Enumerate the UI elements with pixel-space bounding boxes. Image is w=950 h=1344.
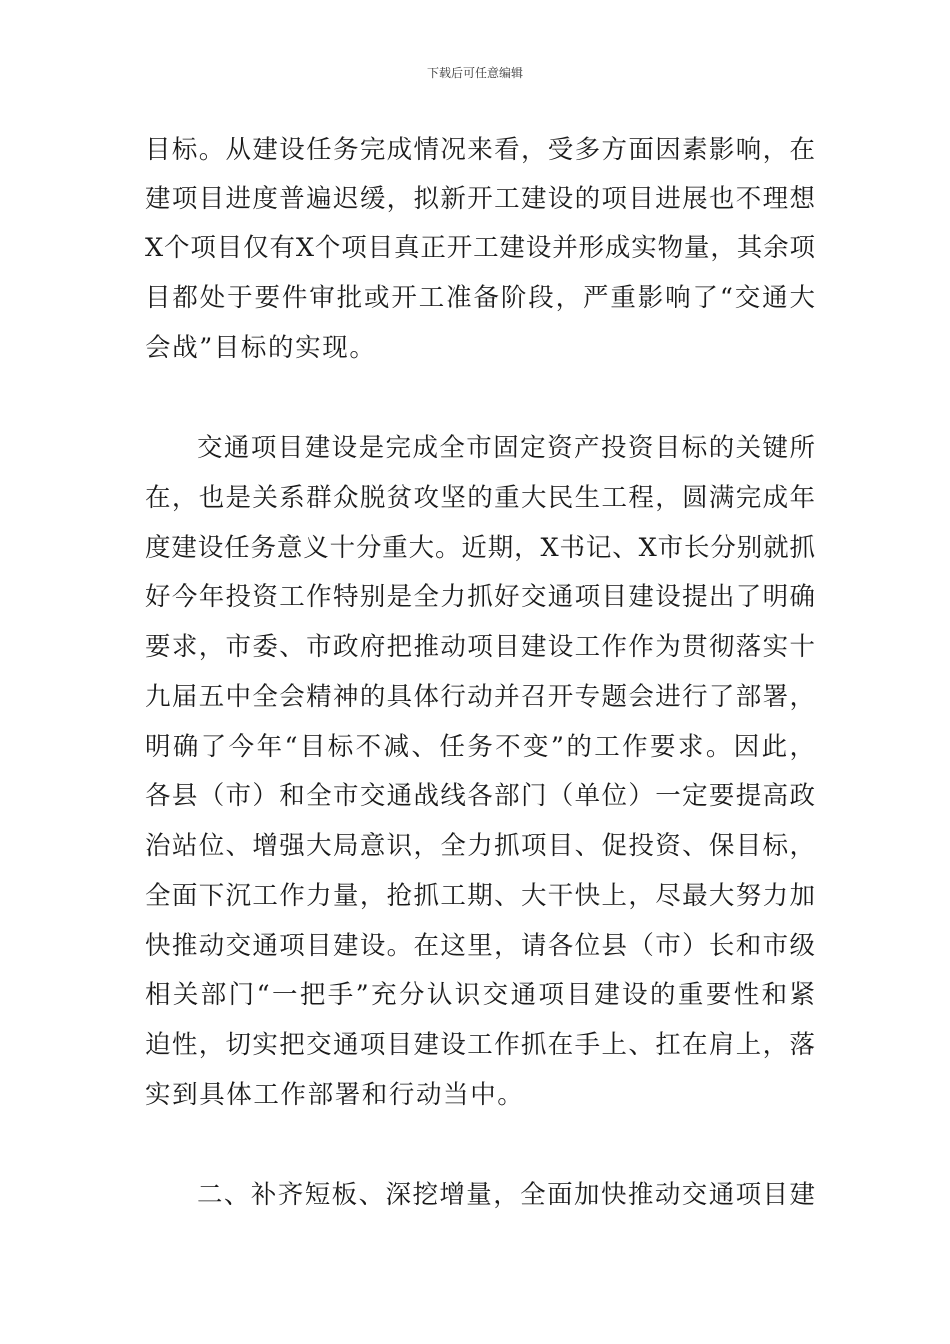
paragraph-2-line-7: 明确了今年“目标不减、任务不变”的工作要求。因此， — [145, 732, 815, 762]
paragraph-1-line-3: X个项目仅有X个项目真正开工建设并形成实物量，其余项 — [145, 233, 815, 263]
paragraph-2-line-9: 治站位、增强大局意识，全力抓项目、促投资、保目标， — [145, 831, 815, 861]
paragraph-2-line-11: 快推动交通项目建设。在这里，请各位县（市）长和市级 — [145, 931, 815, 961]
paragraph-2-line-1: 交通项目建设是完成全市固定资产投资目标的关键所 — [197, 433, 815, 463]
paragraph-2-line-6: 九届五中全会精神的具体行动并召开专题会进行了部署， — [145, 682, 815, 712]
paragraph-2-line-13: 迫性，切实把交通项目建设工作抓在手上、扛在肩上，落 — [145, 1030, 815, 1060]
paragraph-2-line-10: 全面下沉工作力量，抢抓工期、大干快上，尽最大努力加 — [145, 881, 815, 911]
paragraph-2-line-2: 在，也是关系群众脱贫攻坚的重大民生工程，圆满完成年 — [145, 483, 815, 513]
paragraph-1-line-4: 目都处于要件审批或开工准备阶段，严重影响了“交通大 — [145, 283, 815, 313]
paragraph-2-line-12: 相关部门“一把手”充分认识交通项目建设的重要性和紧 — [145, 980, 815, 1010]
paragraph-2-line-3: 度建设任务意义十分重大。近期，X书记、X市长分别就抓 — [145, 533, 815, 563]
page-header: 下载后可任意编辑 — [426, 66, 523, 80]
paragraph-1-line-5: 会战”目标的实现。 — [145, 333, 377, 363]
paragraph-2-line-5: 要求，市委、市政府把推动项目建设工作作为贯彻落实十 — [145, 632, 815, 662]
paragraph-2-line-8: 各县（市）和全市交通战线各部门（单位）一定要提高政 — [145, 781, 815, 811]
section-heading-2: 二、补齐短板、深挖增量，全面加快推动交通项目建 — [197, 1180, 815, 1210]
paragraph-1-line-1: 目标。从建设任务完成情况来看，受多方面因素影响，在 — [145, 135, 815, 165]
paragraph-1-line-2: 建项目进度普遍迟缓，拟新开工建设的项目进展也不理想 — [145, 184, 815, 214]
paragraph-2-line-14: 实到具体工作部署和行动当中。 — [145, 1080, 525, 1110]
paragraph-2-line-4: 好今年投资工作特别是全力抓好交通项目建设提出了明确 — [145, 582, 815, 612]
